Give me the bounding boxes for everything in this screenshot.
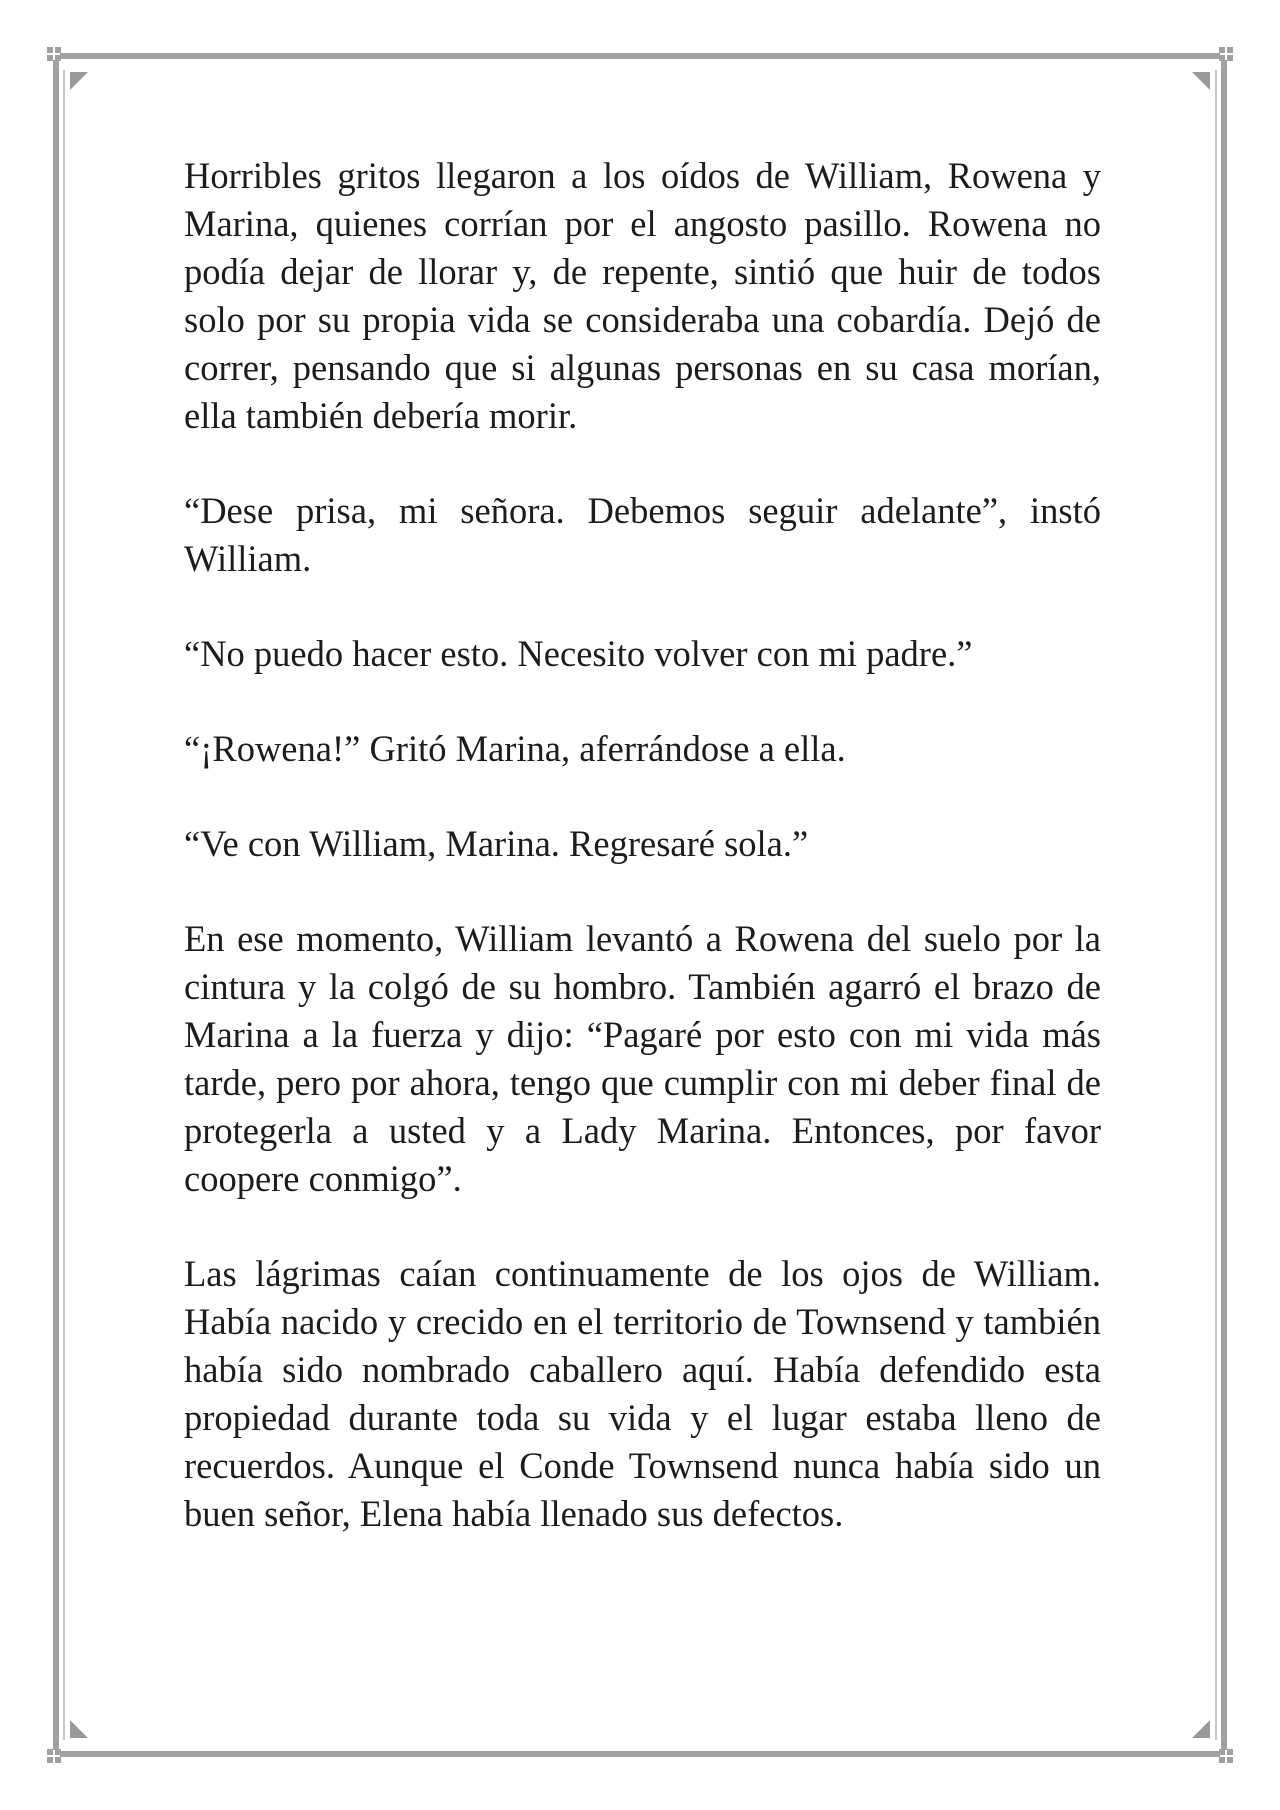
frame-right-border <box>1221 60 1227 1750</box>
frame-bottom-border <box>60 1751 1220 1757</box>
paragraph-3: “No puedo hacer esto. Necesito volver con mi padre.” <box>184 633 973 674</box>
paragraph-6: En ese momento, William levantó a Rowena del suelo por la cintura y la colgó de su hombro. También agarró el brazo de Marina a la fuerza y dijo: “Pagaré por esto con mi vida más tarde, pero por ahora, tengo que cumplir con mi deber final de protegerla a usted y a Lady Marina. Entonces, por favor coopere conmigo”. <box>184 918 1101 1199</box>
corner-ornament-top-right <box>1219 47 1233 61</box>
paragraph-7: Las lágrimas caían continuamente de los ojos de William. Había nacido y crecido en el territorio de Townsend y también había sido nombrado caballero aquí. Había defendido esta propiedad durante toda su vida y el lugar estaba lleno de recuerdos. Aunque el Conde Townsend nunca había sido un buen señor, Elena había llenado sus defectos. <box>184 1253 1101 1534</box>
paragraph-1: Horribles gritos llegaron a los oídos de William, Rowena y Marina, quienes corrían por el angosto pasillo. Rowena no podía dejar de llorar y, de repente, sintió que huir de todos solo por su propia vida se consideraba una cobardía. Dejó de correr, pensando que si algunas personas en su casa morían, ella también debería morir. <box>184 155 1101 436</box>
corner-triangle-top-left <box>70 72 88 90</box>
corner-ornament-top-left <box>47 47 61 61</box>
paragraph-4: “¡Rowena!” Gritó Marina, aferrándose a ella. <box>184 728 846 769</box>
story-text <box>184 152 1101 1585</box>
frame-inner-right-line <box>1215 70 1217 1740</box>
paragraph-2: “Dese prisa, mi señora. Debemos seguir adelante”, instó William. <box>184 490 1101 579</box>
corner-ornament-bottom-right <box>1219 1749 1233 1763</box>
corner-ornament-bottom-left <box>47 1749 61 1763</box>
corner-triangle-bottom-right <box>1192 1720 1210 1738</box>
frame-left-border <box>53 60 59 1750</box>
corner-triangle-bottom-left <box>70 1720 88 1738</box>
paragraph-5: “Ve con William, Marina. Regresaré sola.” <box>184 823 809 864</box>
frame-top-border <box>60 53 1220 59</box>
frame-inner-left-line <box>63 70 65 1740</box>
corner-triangle-top-right <box>1192 72 1210 90</box>
